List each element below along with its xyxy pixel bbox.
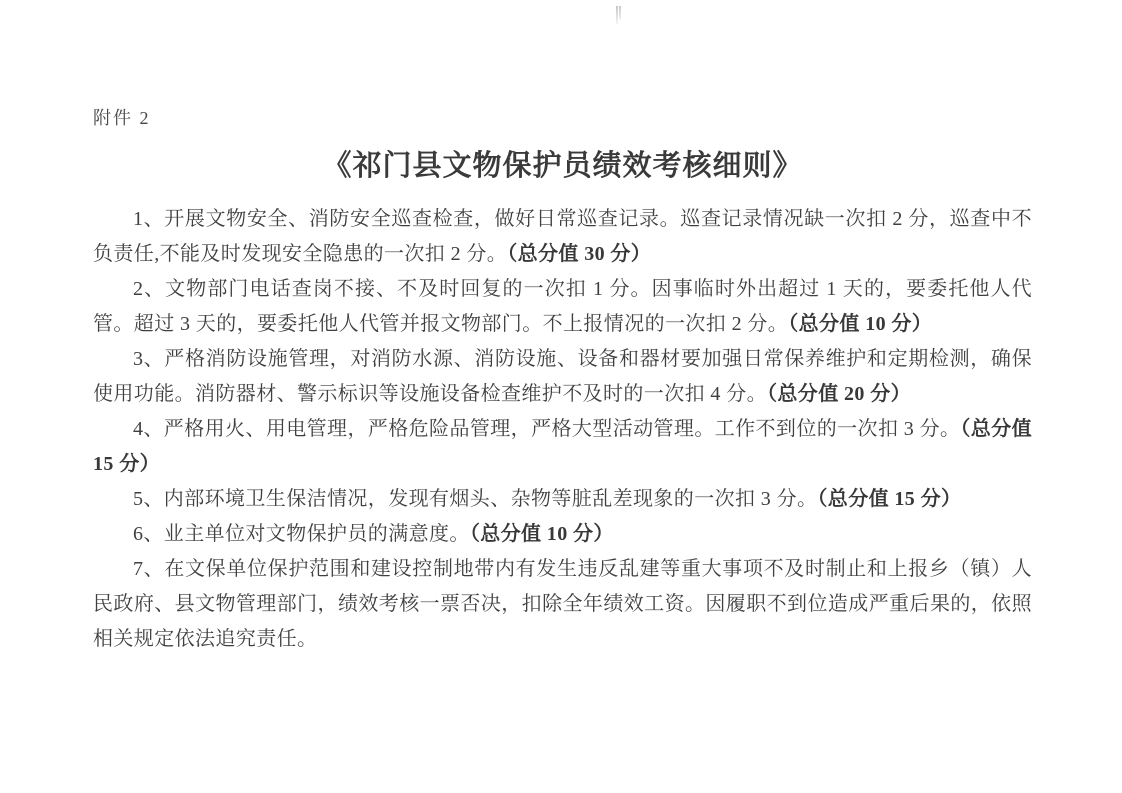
score-note: （总分值 10 分） xyxy=(469,523,614,545)
document-content xyxy=(93,104,1032,657)
paragraph-text: 2、文物部门电话查岗不接、不及时回复的一次扣 1 分。因事临时外出超过 1 天的，要委托他人代管。超过 3 天的，要委托他人代管并报文物部门。不上报情况的一次扣 2 分。 xyxy=(93,278,1032,335)
attachment-label: 附件 2 xyxy=(93,108,151,128)
paragraph-2 xyxy=(93,272,1032,342)
paragraph-5 xyxy=(93,482,1032,517)
document-title: 《祁门县文物保护员绩效考核细则》 xyxy=(322,150,803,182)
paragraph-text: 1、开展文物安全、消防安全巡查检查，做好日常巡查记录。巡查记录情况缺一次扣 2 分，巡查中不负责任,不能及时发现安全隐患的一次扣 2 分。 xyxy=(93,208,1032,265)
paragraph-4 xyxy=(93,412,1032,482)
paragraph-6 xyxy=(93,517,1032,552)
score-note: （总分值 15 分） xyxy=(817,488,962,510)
document-body xyxy=(93,202,1032,657)
paragraph-1 xyxy=(93,202,1032,272)
paragraph-text: 5、内部环境卫生保洁情况，发现有烟头、杂物等脏乱差现象的一次扣 3 分。 xyxy=(133,488,818,510)
paragraph-text: 4、严格用火、用电管理，严格危险品管理，严格大型活动管理。工作不到位的一次扣 3 分。 xyxy=(133,418,961,440)
score-note: （总分值 20 分） xyxy=(767,383,911,405)
score-note: （总分值 10 分） xyxy=(788,313,933,335)
paragraph-3 xyxy=(93,342,1032,412)
paragraph-7 xyxy=(93,552,1032,657)
score-note: （总分值 15 分） xyxy=(93,418,1032,475)
score-note: （总分值 30 分） xyxy=(507,243,652,265)
staple-scan-artifact xyxy=(615,6,622,28)
paragraph-text: 7、在文保单位保护范围和建设控制地带内有发生违反乱建等重大事项不及时制止和上报乡（镇）人民政府、县文物管理部门，绩效考核一票否决，扣除全年绩效工资。因履职不到位造成严重后果的，依照相关规定依法追究责任。 xyxy=(93,558,1032,650)
paragraph-text: 3、严格消防设施管理，对消防水源、消防设施、设备和器材要加强日常保养维护和定期检测，确保使用功能。消防器材、警示标识等设施设备检查维护不及时的一次扣 4 分。 xyxy=(93,348,1032,405)
paragraph-text: 6、业主单位对文物保护员的满意度。 xyxy=(133,523,470,545)
